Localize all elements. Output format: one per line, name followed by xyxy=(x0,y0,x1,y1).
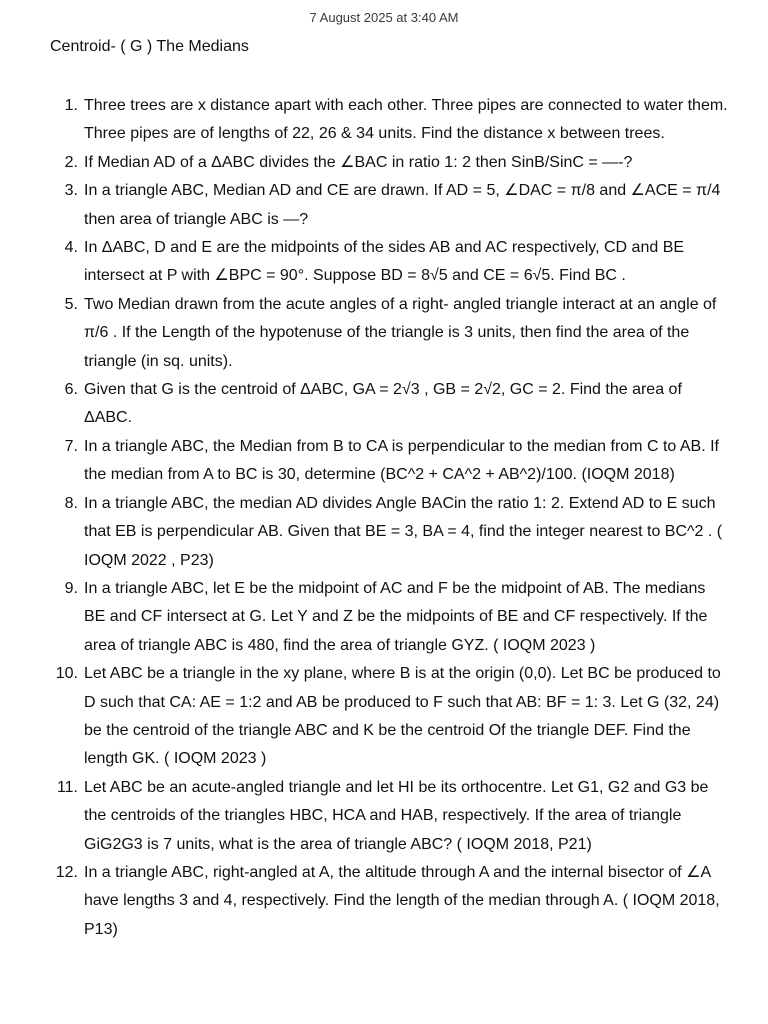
problem-text: In a triangle ABC, let E be the midpoint of AC and F be the midpoint of AB. The medians BE and CF intersect at G. Let Y and Z be the midpoints of BE and CF respectively. If the area of triangle ABC is 480, find the area of triangle GYZ. ( IOQM 2023 ) xyxy=(84,579,708,654)
problem-text: Three trees are x distance apart with each other. Three pipes are connected to water them. Three pipes are of lengths of 22, 26 & 34 units. Find the distance x between trees. xyxy=(84,97,728,143)
list-item xyxy=(48,92,728,149)
problem-number: 2. xyxy=(64,153,78,171)
problem-text: Let ABC be an acute-angled triangle and let HI be its orthocentre. Let G1, G2 and G3 be the centroids of the triangles HBC, HCA and HAB, respectively. If the area of triangle GiG2G3 is 7 units, what is the area of triangle ABC? ( IOQM 2018, P21) xyxy=(84,778,709,853)
problem-number: 4. xyxy=(64,239,78,257)
list-item xyxy=(48,177,728,234)
problem-number: 1. xyxy=(64,97,78,114)
problem-text: In ΔABC, D and E are the midpoints of the sides AB and AC respectively, CD and BE intersect at P with ∠BPC = 90°. Suppose BD = 8√5 and CE = 6√5. Find BC . xyxy=(84,239,685,285)
timestamp: 7 August 2025 at 3:40 AM xyxy=(309,10,459,25)
problem-number: 6. xyxy=(64,381,78,399)
problem-text: In a triangle ABC, Median AD and CE are drawn. If AD = 5, ∠DAC = π/8 and ∠ACE = π/4 then area of triangle ABC is —? xyxy=(84,182,721,228)
problem-text: In a triangle ABC, the median AD divides Angle BACin the ratio 1: 2. Extend AD to E such that EB is perpendicular AB. Given that BE = 3, BA = 4, find the integer nearest to BC^2 . ( IOQM 2022 , P23) xyxy=(84,494,723,569)
list-item xyxy=(48,575,728,660)
list-item xyxy=(48,234,728,291)
problem-number: 9. xyxy=(64,579,78,597)
page-title: Centroid- ( G ) The Medians xyxy=(50,38,249,55)
problem-text: In a triangle ABC, right-angled at A, the altitude through A and the internal bisector of ∠A have lengths 3 and 4, respectively. Find the length of the median through A. ( IOQM 2018, P13) xyxy=(84,863,720,938)
list-item xyxy=(48,433,728,490)
list-item xyxy=(48,660,728,774)
problem-text: In a triangle ABC, the Median from B to CA is perpendicular to the median from C to AB. If the median from A to BC is 30, determine (BC^2 + CA^2 + AB^2)/100. (IOQM 2018) xyxy=(84,437,719,484)
problem-text: Two Median drawn from the acute angles of a right- angled triangle interact at an angle of π/6 . If the Length of the hypotenuse of the triangle is 3 units, then find the area of the triangle (in sq. units). xyxy=(84,295,717,370)
problem-text: Given that G is the centroid of ΔABC, GA = 2√3 , GB = 2√2, GC = 2. Find the area of ΔABC. xyxy=(84,381,682,427)
problem-text: Let ABC be a triangle in the xy plane, where B is at the origin (0,0). Let BC be produced to D such that CA: AE = 1:2 and AB be produced to F such that AB: BF = 1: 3. Let G (32, 24) be the centroid of the triangle ABC and K be the centroid Of the triangle DEF. Find the length GK. ( IOQM 2023 ) xyxy=(84,665,721,768)
problem-number: 5. xyxy=(64,295,78,313)
list-item xyxy=(48,859,728,944)
problem-number: 3. xyxy=(64,182,78,200)
list-item xyxy=(48,490,728,575)
list-item xyxy=(48,149,728,177)
problem-text: If Median AD of a ΔABC divides the ∠BAC in ratio 1: 2 then SinB/SinC = —-? xyxy=(84,153,633,171)
list-item xyxy=(48,774,728,859)
problem-number: 11. xyxy=(56,778,78,796)
problem-number: 12. xyxy=(55,863,78,881)
problem-number: 10. xyxy=(55,665,78,683)
list-item xyxy=(48,376,728,433)
problem-number: 8. xyxy=(64,494,78,512)
list-item xyxy=(48,291,728,376)
problem-number: 7. xyxy=(64,437,78,455)
problem-list xyxy=(48,92,728,944)
